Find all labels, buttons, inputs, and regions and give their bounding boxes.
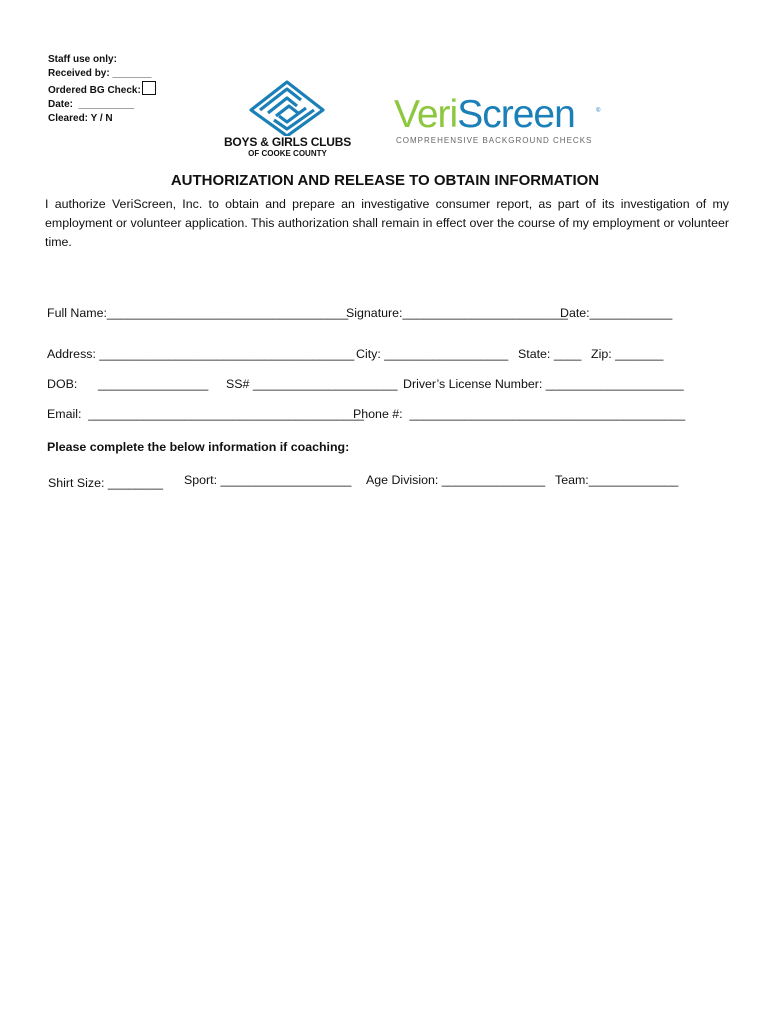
- address-field[interactable]: Address: _____________________________________: [47, 347, 355, 361]
- handshake-logo-icon: [248, 80, 326, 136]
- registered-mark: ®: [596, 108, 601, 114]
- phone-field[interactable]: Phone #: ________________________________________: [353, 407, 686, 421]
- signature-field[interactable]: Signature:________________________: [346, 306, 568, 320]
- received-by-field: Received by: _______: [48, 68, 152, 79]
- veriscreen-logo-screen: Screen: [457, 93, 575, 136]
- authorization-paragraph: I authorize VeriScreen, Inc. to obtain and prepare an investigative consumer report, as part of its investigation of my employment or volunteer application. This authorization shall remain in effect over the course of my employment or volunteer time.: [45, 197, 729, 249]
- ordered-bg-check-checkbox[interactable]: [142, 81, 156, 95]
- veriscreen-logo: [394, 94, 575, 136]
- age-division-field[interactable]: Age Division: _______________: [366, 473, 546, 487]
- staff-date-field: Date: __________: [48, 99, 135, 110]
- form-title: AUTHORIZATION AND RELEASE TO OBTAIN INFORMATION: [170, 172, 600, 189]
- ordered-bg-check-row: [48, 81, 156, 98]
- boys-girls-clubs-logo: [215, 80, 360, 160]
- bgc-logo-name: BOYS & GIRLS CLUBS: [223, 135, 352, 149]
- full-name-field[interactable]: Full Name:___________________________________: [47, 306, 349, 320]
- dob-label: DOB:: [47, 377, 78, 391]
- date-field[interactable]: Date:____________: [560, 306, 673, 320]
- drivers-license-field[interactable]: Driver’s License Number: ____________________: [403, 377, 684, 391]
- cleared-field: Cleared: Y / N: [48, 113, 113, 124]
- veriscreen-tagline: COMPREHENSIVE BACKGROUND CHECKS: [396, 136, 593, 145]
- team-field[interactable]: Team:_____________: [555, 473, 679, 487]
- bgc-logo-subtitle: OF COOKE COUNTY: [248, 149, 327, 158]
- email-field[interactable]: Email: ________________________________________: [47, 407, 364, 421]
- shirt-size-field[interactable]: Shirt Size: ________: [48, 476, 164, 490]
- coaching-heading: Please complete the below information if coaching:: [47, 440, 350, 454]
- staff-use-block: [48, 53, 156, 126]
- ordered-bg-check-label: Ordered BG Check:: [48, 85, 141, 96]
- sport-field[interactable]: Sport: ___________________: [184, 473, 352, 487]
- veriscreen-logo-veri: Veri: [394, 93, 458, 136]
- dob-field[interactable]: ________________: [98, 377, 209, 391]
- ssn-field[interactable]: SS# _____________________: [226, 377, 398, 391]
- staff-use-label: Staff use only:: [48, 54, 117, 65]
- city-field[interactable]: City: __________________: [356, 347, 509, 361]
- zip-field[interactable]: Zip: _______: [591, 347, 664, 361]
- state-field[interactable]: State: ____: [518, 347, 582, 361]
